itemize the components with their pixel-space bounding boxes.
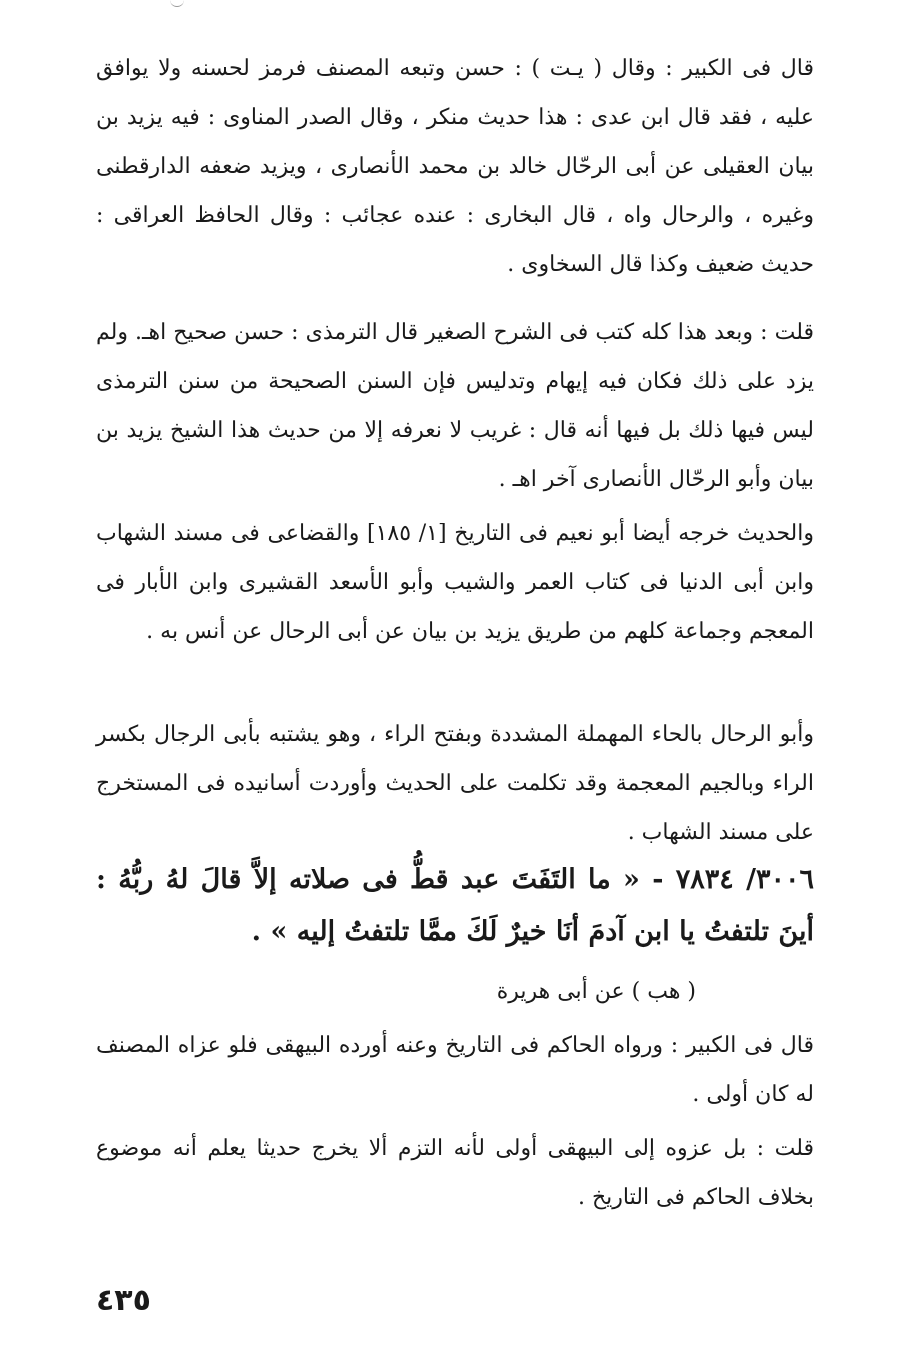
commentary-paragraph-3: والحديث خرجه أيضا أبو نعيم فى التاريخ [١/ ١٨٥] والقضاعى فى مسند الشهاب وابن أبى الدنيا فى كتاب العمر والشيب وأبو الأسعد القشيرى وابن الأبار فى المعجم وجماعة كلهم من طريق يزيد بن بيان عن أبى الرحال عن أنس به .	[96, 521, 814, 644]
commentary-paragraph-4: وأبو الرحال بالحاء المهملة المشددة وبفتح الراء ، وهو يشتبه بأبى الرجال بكسر الراء وبالجيم المعجمة وقد تكلمت على الحديث وأوردت أسانيده فى المستخرج على مسند الشهاب .	[96, 722, 814, 845]
commentary-paragraph-6: قلت : بل عزوه إلى البيهقى أولى لأنه التزم ألا يخرج حديثا يعلم أنه موضوع بخلاف الحاكم فى التاريخ .	[96, 1136, 814, 1210]
commentary-paragraph-1: قال فى الكبير : وقال ( يـت ) : حسن وتبعه المصنف فرمز لحسنه ولا يوافق عليه ، فقد قال ابن عدى : هذا حديث منكر ، وقال الصدر المناوى : فيه يزيد بن بيان العقيلى عن أبى الرحّال خالد بن محمد الأنصارى ، ويزيد ضعفه الدارقطنى وغيره ، والرحال واه ، قال البخارى : عنده عجائب : وقال الحافظ العراقى : حديث ضعيف وكذا قال السخاوى .	[96, 56, 814, 277]
commentary-paragraph-5: قال فى الكبير : ورواه الحاكم فى التاريخ وعنه أورده البيهقى فلو عزاه المصنف له كان أولى .	[96, 1033, 814, 1107]
commentary-paragraph-2: قلت : وبعد هذا كله كتب فى الشرح الصغير قال الترمذى : حسن صحيح اهـ. ولم يزد على ذلك فكان فيه إيهام وتدليس فإن السنن الصحيحة من سنن الترمذى ليس فيها ذلك بل فيها أنه قال : غريب لا نعرفه إلا من حديث هذا الشيخ يزيد بن بيان وأبو الرحّال الأنصارى آخر اهـ .	[96, 320, 814, 492]
hadith-text: ٣٠٠٦/ ٧٨٣٤ - « ما التَفَتَ عبد قطُّ فى صلاته إلاَّ قالَ لهُ ربُّهُ : أينَ تلتفتُ يا ابن آدمَ أنَا خيرٌ لَكَ ممَّا تلتفتُ إليه » .	[96, 864, 814, 947]
hadith-source: ( هب ) عن أبى هريرة	[496, 979, 696, 1004]
scan-artifact	[170, 0, 184, 7]
page-number: ٤٣٥	[96, 1283, 151, 1318]
